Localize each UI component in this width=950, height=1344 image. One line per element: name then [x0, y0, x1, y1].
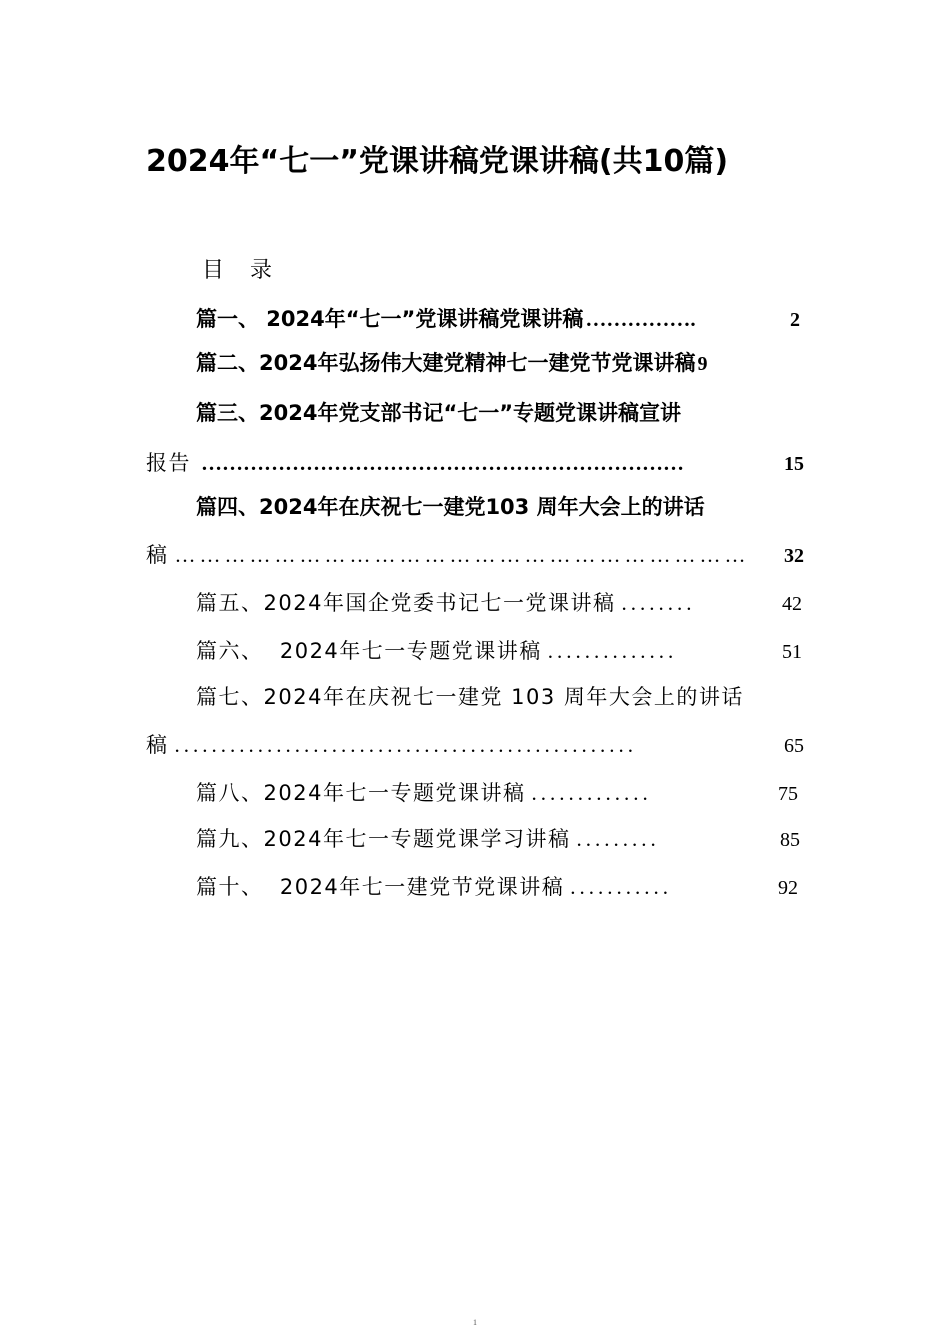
toc-entry-8[interactable]: [196, 778, 798, 809]
toc-heading: [202, 256, 272, 286]
toc-entry-9[interactable]: [196, 824, 800, 855]
toc-entry-page: 51: [782, 641, 802, 663]
toc-entry-dots: ........: [621, 591, 696, 615]
toc-entry-dots: ..............: [547, 639, 678, 663]
toc-entry-label: 篇二、2024年弘扬伟大建党精神七一建党节党课讲稿: [196, 351, 696, 375]
toc-entry-label: 篇一、 2024年“七一”党课讲稿党课讲稿: [196, 307, 584, 331]
toc-entry-6[interactable]: [196, 636, 802, 667]
toc-entry-dots: ……………………………………………………………: [174, 543, 750, 567]
toc-entry-label: 篇四、2024年在庆祝七一建党103 周年大会上的讲话: [196, 495, 705, 519]
toc-entry-page: 75: [778, 783, 798, 805]
toc-entry-page: 65: [784, 735, 804, 757]
toc-entry-label-cont: 稿: [146, 733, 169, 757]
toc-heading-right: 录: [250, 258, 273, 283]
toc-entry-7[interactable]: [196, 682, 744, 712]
toc-entry-page: 92: [778, 877, 798, 899]
toc-entry-1[interactable]: [196, 304, 800, 335]
toc-entry-page: 2: [790, 309, 800, 331]
toc-entry-dots: .............: [531, 781, 652, 805]
toc-entry-5[interactable]: [196, 588, 802, 619]
toc-entry-dots: ..................................................: [174, 733, 637, 757]
toc-entry-label: 篇六、 2024年七一专题党课讲稿: [196, 639, 542, 663]
toc-entry-label: 篇八、2024年七一专题党课讲稿: [196, 781, 526, 805]
page-number: 1: [473, 1318, 477, 1327]
toc-entry-3-continuation[interactable]: [146, 448, 804, 479]
toc-entry-dots: .........: [576, 827, 660, 851]
toc-entry-page: 85: [780, 829, 800, 851]
toc-entry-2[interactable]: [196, 348, 814, 379]
toc-entry-dots: …………….: [585, 307, 696, 331]
toc-entry-label-cont: 报告: [146, 451, 191, 475]
toc-entry-page: 42: [782, 593, 802, 615]
toc-entry-4-continuation[interactable]: [146, 540, 804, 571]
toc-entry-label: 篇三、2024年党支部书记“七一”专题党课讲稿宣讲: [196, 401, 682, 425]
toc-entry-label: 篇九、2024年七一专题党课学习讲稿: [196, 827, 571, 851]
toc-entry-page: 32: [784, 545, 804, 567]
toc-entry-label: 篇十、 2024年七一建党节党课讲稿: [196, 875, 565, 899]
toc-entry-label-cont: 稿: [146, 543, 169, 567]
toc-entry-dots: ……………………………………………………………: [201, 451, 684, 475]
toc-entry-page: 15: [784, 453, 804, 475]
toc-entry-10[interactable]: [196, 872, 798, 903]
toc-entry-label: 篇五、2024年国企党委书记七一党课讲稿: [196, 591, 616, 615]
toc-entry-dots: ...........: [570, 875, 673, 899]
toc-heading-left: 目: [202, 258, 225, 283]
toc-entry-7-continuation[interactable]: [146, 730, 804, 761]
toc-entry-3[interactable]: [196, 398, 681, 428]
document-title: 2024年“七一”党课讲稿党课讲稿(共10篇): [146, 144, 729, 179]
toc-entry-4[interactable]: [196, 492, 705, 522]
toc-entry-page: 9: [697, 353, 708, 375]
toc-entry-label: 篇七、2024年在庆祝七一建党 103 周年大会上的讲话: [196, 685, 744, 709]
